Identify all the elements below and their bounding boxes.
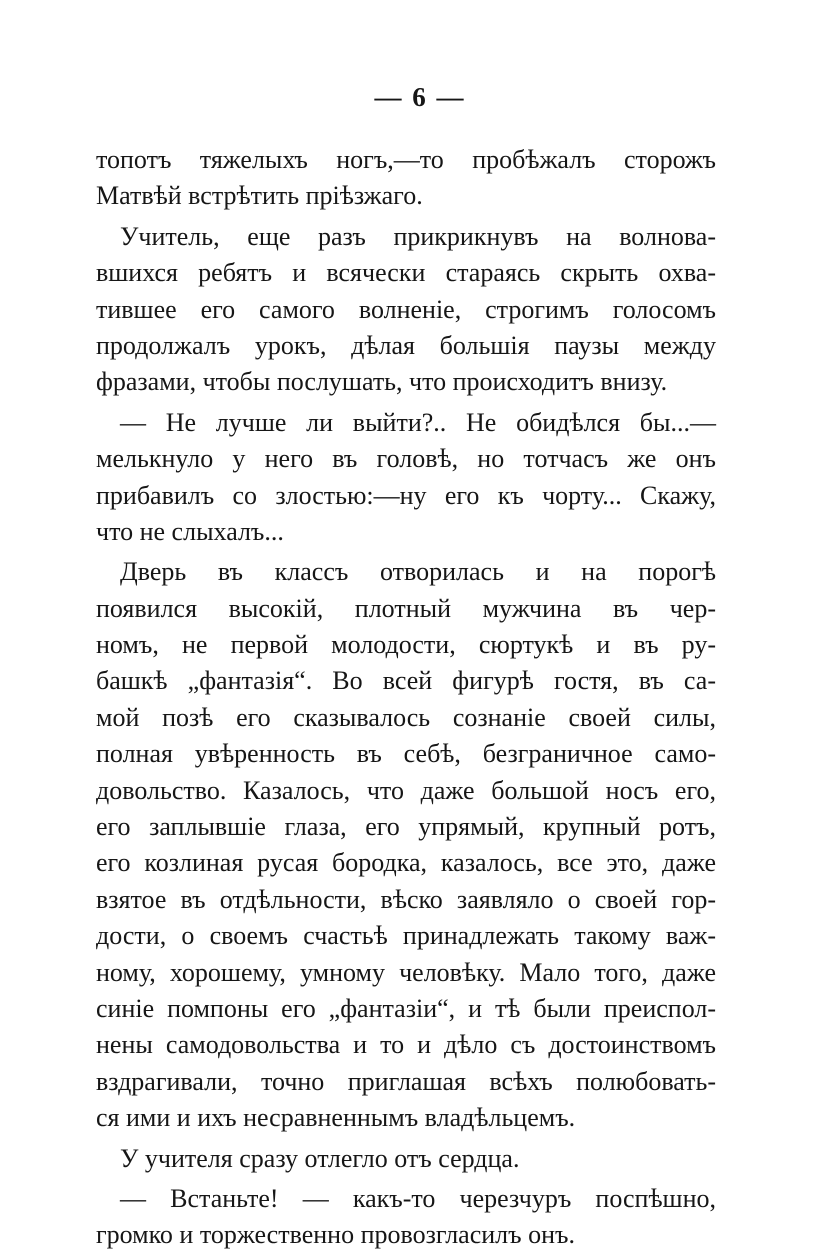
text-line: Учитель, еще разъ прикрикнувъ на волнова- bbox=[120, 221, 716, 251]
text-line: фразами, чтобы послушать, что происходитъ внизу. bbox=[96, 367, 668, 397]
text-line: тившее его самого волненіе, строгимъ голосомъ bbox=[96, 294, 716, 324]
paragraph bbox=[96, 554, 716, 1136]
text-line: вздрагивали, точно приглашая всѣхъ полюбовать- bbox=[96, 1066, 716, 1096]
text-line: У учителя сразу отлегло отъ сердца. bbox=[120, 1143, 520, 1173]
text-line: вшихся ребятъ и всячески стараясь скрыть охва- bbox=[96, 258, 716, 288]
text-line: — Не лучше ли выйти?.. Не обидѣлся бы...— bbox=[120, 407, 716, 437]
page-number: — 6 — bbox=[374, 82, 466, 112]
text-line: появился высокій, плотный мужчина въ чер- bbox=[96, 593, 716, 623]
text-line: продолжалъ урокъ, дѣлая большія паузы между bbox=[96, 330, 716, 360]
text-line: взятое въ отдѣльности, вѣско заявляло о своей гор- bbox=[96, 884, 716, 914]
text-line: его заплывшіе глаза, его упрямый, крупный ротъ, bbox=[96, 812, 716, 842]
text-line: полная увѣренность въ себѣ, безграничное само- bbox=[96, 739, 716, 769]
page-text bbox=[96, 142, 716, 1254]
paragraph bbox=[96, 1181, 716, 1254]
text-line: его козлиная русая бородка, казалось, все это, даже bbox=[96, 848, 716, 878]
text-line: ся ими и ихъ несравненнымъ владѣльцемъ. bbox=[96, 1103, 576, 1133]
text-line: что не слыхалъ... bbox=[96, 516, 284, 546]
text-line: громко и торжественно провозгласилъ онъ. bbox=[96, 1220, 575, 1250]
text-line: ному, хорошему, умному человѣку. Мало того, даже bbox=[96, 957, 716, 987]
paragraph bbox=[96, 1141, 716, 1177]
text-line: прибавилъ со злостью:—ну его къ чорту... Скажу, bbox=[96, 480, 716, 510]
text-line: — Встаньте! — какъ-то черезчуръ поспѣшно, bbox=[120, 1183, 716, 1213]
paragraph bbox=[96, 405, 716, 551]
text-line: топотъ тяжелыхъ ногъ,—то пробѣжалъ сторожъ bbox=[96, 145, 716, 174]
paragraph bbox=[96, 142, 716, 215]
text-line: Матвѣй встрѣтить пріѣзжаго. bbox=[96, 181, 423, 211]
text-line: нены самодовольства и то и дѣло съ достоинствомъ bbox=[96, 1030, 716, 1060]
text-line: Дверь въ классъ отворилась и на порогѣ bbox=[120, 557, 716, 587]
text-line: башкѣ „фантазія“. Во всей фигурѣ гостя, въ са- bbox=[96, 666, 716, 696]
text-line: довольство. Казалось, что даже большой носъ его, bbox=[96, 775, 716, 805]
paragraph bbox=[96, 219, 716, 401]
text-line: мой позѣ его сказывалось сознаніе своей силы, bbox=[96, 702, 716, 732]
text-line: номъ, не первой молодости, сюртукѣ и въ ру- bbox=[96, 630, 716, 660]
text-line: мелькнуло у него въ головѣ, но тотчасъ же онъ bbox=[96, 444, 716, 474]
text-line: дости, о своемъ счастьѣ принадлежать такому важ- bbox=[96, 921, 716, 951]
text-line: синіе помпоны его „фантазіи“, и тѣ были преиспол- bbox=[96, 993, 716, 1023]
